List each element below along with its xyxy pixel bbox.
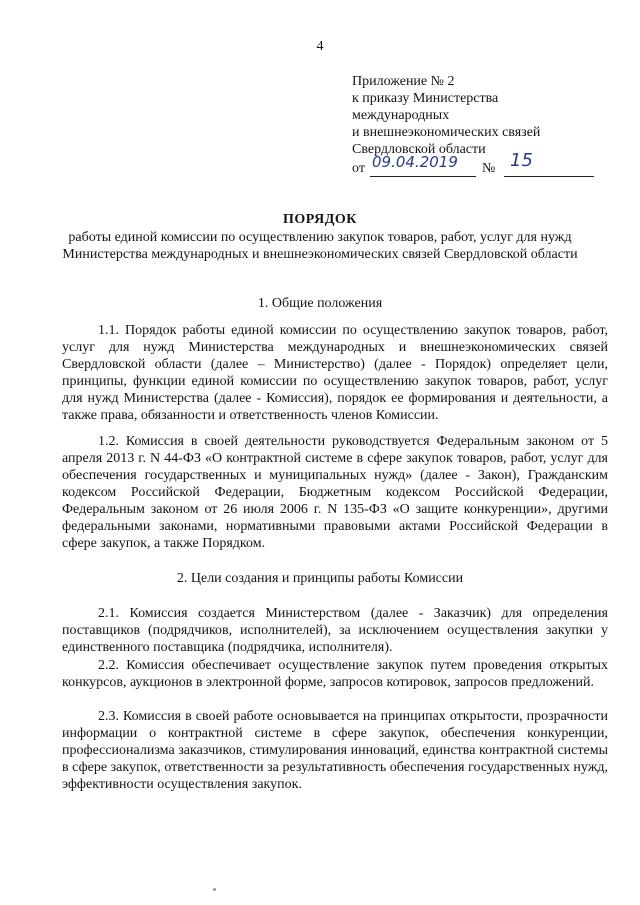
order-date-handwritten: 09.04.2019 bbox=[372, 153, 458, 171]
paragraph-2-2: 2.2. Комиссия обеспечивает осуществление закупок путем проведения открытых конкурсов, аукционов в электронной форме, запросов котировок, запросов предложений. bbox=[62, 658, 608, 690]
document-title: ПОРЯДОК bbox=[283, 212, 357, 227]
section-1-heading: 1. Общие положения bbox=[257, 296, 383, 311]
paragraph-1-1: 1.1. Порядок работы единой комиссии по осуществлению закупок товаров, работ, услуг для нужд Министерства международных и внешнеэкономических связей Свердловской области (далее – Министерство) (далее - Порядок) определяет цели, принципы, функции единой комиссии по осуществлению закупок товаров, работ, услуг для нужд Министерства (далее - Комиссия), порядок ее формирования и деятельности, а также права, обязанности и ответственность членов Комиссии. bbox=[62, 323, 608, 423]
order-date-field bbox=[370, 153, 476, 177]
number-label: № bbox=[482, 161, 496, 176]
order-date-number-line bbox=[352, 150, 612, 178]
page-number: 4 bbox=[316, 39, 324, 54]
appendix-line-4: и внешнеэкономических связей bbox=[352, 125, 541, 140]
appendix-line-2: к приказу Министерства bbox=[352, 91, 499, 106]
appendix-line-1: Приложение № 2 bbox=[352, 74, 455, 89]
paragraph-1-2: 1.2. Комиссия в своей деятельности руководствуется Федеральным законом от 5 апреля 2013 г. N 44-ФЗ «О контрактной системе в сфере закупок товаров, работ, услуг для обеспечения государственных и муниципальных нужд» (далее - Закон), Гражданским кодексом Российской Федерации, Бюджетным кодексом Российской Федерации, Федеральным законом от 26 июля 2006 г. N 135-ФЗ «О защите конкуренции», другими федеральными законами, нормативными правовыми актами Российской Федерации в сфере закупок, а также Порядком. bbox=[62, 434, 608, 551]
paragraph-2-3: 2.3. Комиссия в своей работе основывается на принципах открытости, прозрачности информации о контрактной системе в сфере закупок, обеспечения конкуренции, профессионализма заказчиков, стимулирования инноваций, единства контрактной системы в сфере закупок, ответственности за результативность обеспечения государственных нужд, эффективности осуществления закупок. bbox=[62, 709, 608, 792]
document-subtitle: работы единой комиссии по осуществлению закупок товаров, работ, услуг для нужд Министерства международных и внешнеэкономических связей Свердловской области bbox=[62, 230, 578, 262]
scan-speck bbox=[213, 888, 216, 891]
date-label: от bbox=[352, 161, 365, 176]
appendix-line-3: международных bbox=[352, 108, 450, 123]
order-number-field bbox=[504, 150, 594, 177]
appendix-block bbox=[352, 73, 612, 178]
appendix-line-5: Свердловской области bbox=[352, 142, 486, 157]
section-2-heading: 2. Цели создания и принципы работы Комиссии bbox=[176, 571, 464, 586]
order-number-handwritten: 15 bbox=[510, 150, 533, 171]
paragraph-2-1: 2.1. Комиссия создается Министерством (далее - Заказчик) для определения поставщиков (подрядчиков, исполнителей), за исключением осуществления закупки у единственного поставщика (подрядчика, исполнителя). bbox=[62, 606, 608, 655]
